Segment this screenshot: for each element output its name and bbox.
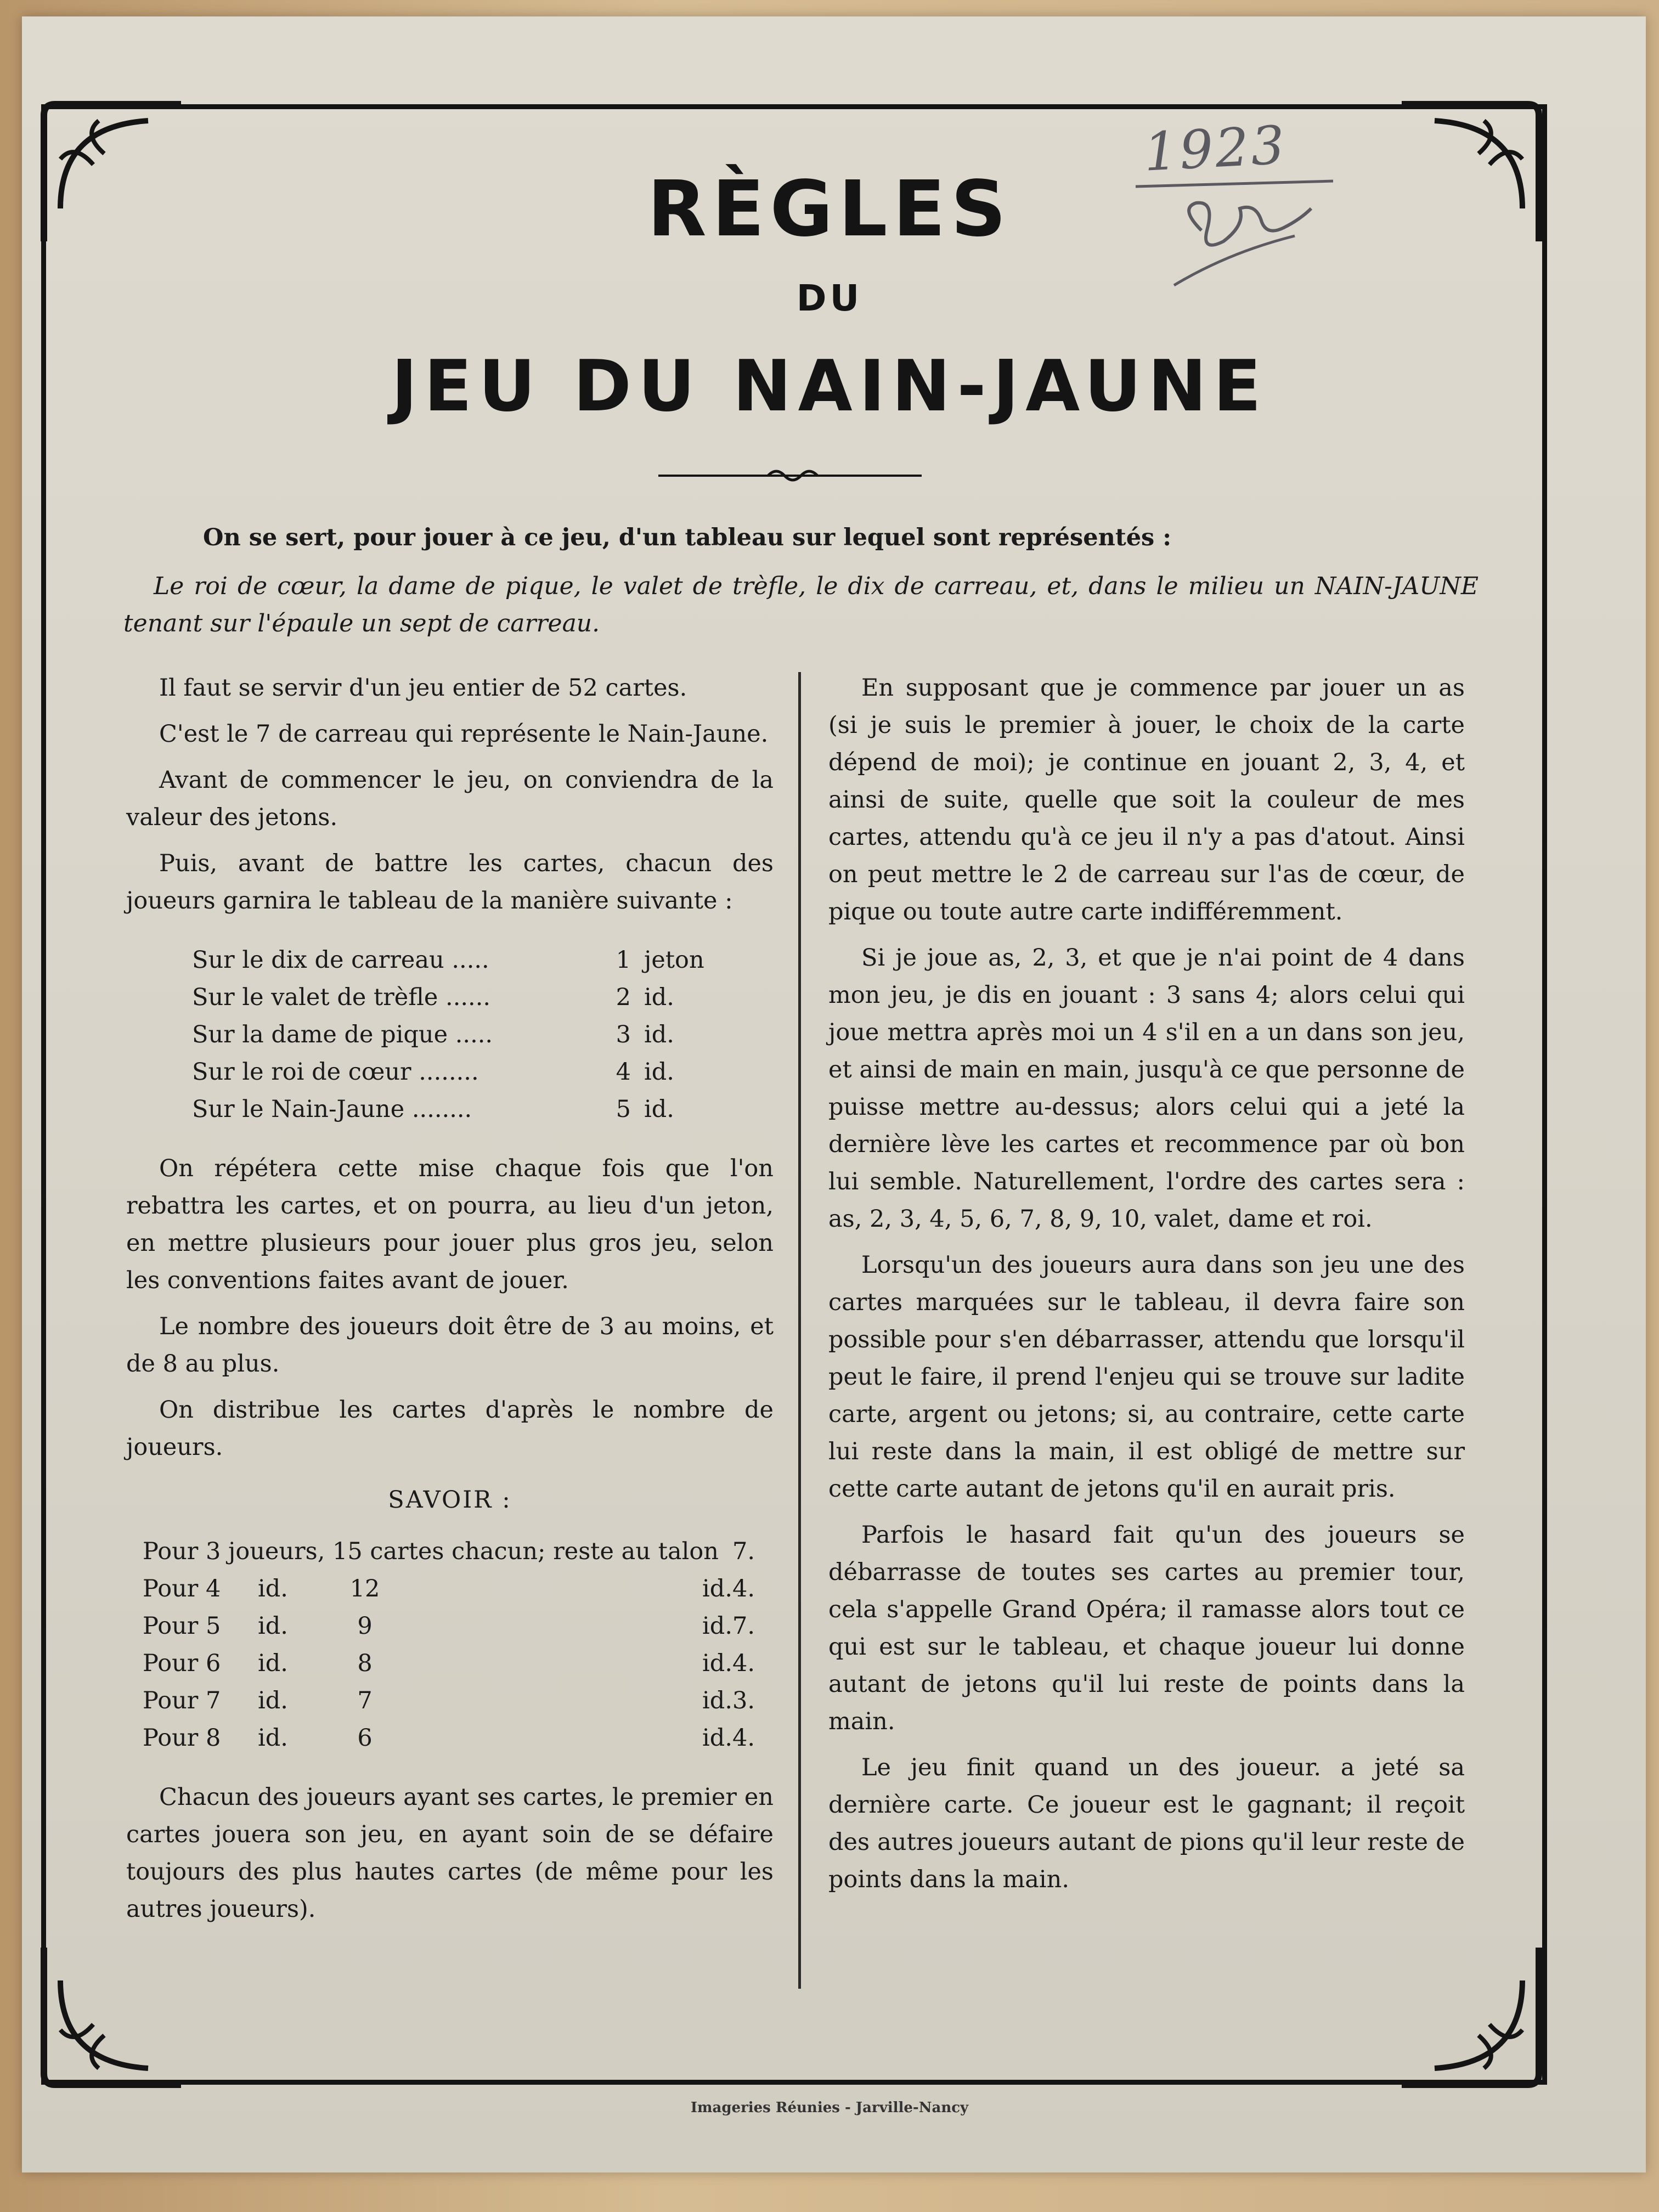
stake-label: Sur la dame de pique .....: [192, 1021, 493, 1048]
paragraph: Le jeu finit quand un des joueur. a jeté sa dernière carte. Ce joueur est le gagnant; il reçoit des autres joueurs autant de pions qu'il leur reste de points dans la main.: [828, 1754, 1465, 1893]
distribution-id: id.: [702, 1650, 732, 1677]
distribution-id: id.: [258, 1724, 288, 1752]
stake-label: Sur le roi de cœur ........: [192, 1058, 479, 1086]
table-row: [143, 1607, 774, 1645]
right-column: [828, 669, 1465, 1907]
stake-unit: id.: [644, 1058, 674, 1086]
handwritten-year: 1923: [1142, 114, 1289, 183]
distribution-players: Pour 4: [143, 1575, 221, 1602]
distribution-rest: 3.: [732, 1687, 755, 1714]
left-column: [126, 669, 774, 1937]
distribution-id: id.: [702, 1612, 732, 1640]
table-row: [192, 941, 774, 979]
stake-count: 3: [616, 1021, 631, 1048]
printer-imprint: Imageries Réunies - Jarville-Nancy: [690, 2100, 969, 2116]
paragraph: Parfois le hasard fait qu'un des joueurs se débarrasse de toutes ses cartes au premier tour, cela s'appelle Grand Opéra; il ramasse alors tout ce qui est sur le tableau, et chaque joueur lui donne autant de jetons qu'il lui reste de points dans la main.: [828, 1521, 1465, 1735]
stake-count: 1: [616, 946, 631, 974]
distribution-rest: 7.: [732, 1612, 755, 1640]
distribution-players: Pour 5: [143, 1612, 221, 1640]
column-divider: [798, 672, 801, 1989]
paragraph: Il faut se servir d'un jeu entier de 52 cartes.: [159, 674, 687, 702]
table-row: [143, 1570, 774, 1607]
distribution-id: id.: [258, 1575, 288, 1602]
stake-unit: jeton: [644, 946, 704, 974]
distribution-table: [143, 1533, 774, 1757]
stake-label: Sur le dix de carreau .....: [192, 946, 489, 974]
corner-ornament-bottom-left: [22, 1942, 187, 2107]
stake-table: [192, 941, 774, 1128]
paragraph: Le nombre des joueurs doit être de 3 au moins, et de 8 au plus.: [126, 1313, 774, 1378]
table-row: [192, 1016, 774, 1053]
title-du: DU: [796, 277, 863, 319]
paragraph: Chacun des joueurs ayant ses cartes, le premier en cartes jouera son jeu, en ayant soin de se défaire toujours des plus hautes cartes (de même pour les autres joueurs).: [126, 1784, 774, 1923]
stake-unit: id.: [644, 1096, 674, 1123]
table-row: [192, 1091, 774, 1128]
table-row: [143, 1682, 774, 1719]
paragraph: Puis, avant de battre les cartes, chacun des joueurs garnira le tableau de la manière suivante :: [126, 850, 774, 915]
distribution-id: id.: [258, 1612, 288, 1640]
intro-italic-paragraph: Le roi de cœur, la dame de pique, le valet de trèfle, le dix de carreau, et, dans le milieu un NAIN-JAUNE tenant sur l'épaule un sept de carreau.: [123, 572, 1479, 637]
distribution-text: Pour 3 joueurs, 15 cartes chacun; reste au talon: [143, 1538, 719, 1565]
distribution-cards: 8: [357, 1650, 373, 1677]
stake-count: 4: [616, 1058, 631, 1086]
paragraph: En supposant que je commence par jouer un as (si je suis le premier à jouer, le choix de la carte dépend de moi); je continue en jouant 2, 3, 4, et ainsi de suite, quelle que soit la couleur de mes cartes, attendu qu'à ce jeu il n'y a pas d'atout. Ainsi on peut mettre le 2 de carreau sur l'as de cœur, de pique ou toute autre carte indifféremment.: [828, 674, 1465, 926]
title-ornament-rule: [658, 464, 922, 486]
distribution-players: Pour 8: [143, 1724, 221, 1752]
distribution-cards: 9: [357, 1612, 373, 1640]
title-regles: RÈGLES: [647, 165, 1012, 254]
distribution-id: id.: [258, 1687, 288, 1714]
distribution-id: id.: [702, 1575, 732, 1602]
stake-unit: id.: [644, 984, 674, 1011]
distribution-rest: 4.: [732, 1650, 755, 1677]
paragraph: Lorsqu'un des joueurs aura dans son jeu une des cartes marquées sur le tableau, il devra faire son possible pour s'en débarrasser, attendu que lorsqu'il peut le faire, il prend l'enjeu qui se trouve sur ladite carte, argent ou jetons; si, au contraire, cette carte lui reste dans la main, il est obligé de mettre sur cette carte autant de jetons qu'il en aurait pris.: [828, 1251, 1465, 1503]
table-row: [192, 1053, 774, 1091]
distribution-id: id.: [702, 1724, 732, 1752]
title-game-name: JEU DU NAIN-JAUNE: [391, 346, 1268, 427]
table-row: [143, 1719, 774, 1757]
distribution-rest: 4.: [732, 1575, 755, 1602]
savoir-heading: SAVOIR :: [388, 1486, 512, 1514]
distribution-cards: 7: [357, 1687, 373, 1714]
distribution-cards: 6: [357, 1724, 373, 1752]
table-row: [192, 979, 774, 1016]
paragraph: C'est le 7 de carreau qui représente le Nain-Jaune.: [159, 720, 769, 748]
stake-count: 5: [616, 1096, 631, 1123]
distribution-rest: 4.: [732, 1724, 755, 1752]
stake-count: 2: [616, 984, 631, 1011]
paragraph: Si je joue as, 2, 3, et que je n'ai point de 4 dans mon jeu, je dis en jouant : 3 sans 4; alors celui qui joue mettra après moi un 4 s'il en a un dans son jeu, et ainsi de main en main, jusqu'à ce que personne de puisse mettre au-dessus; alors celui qui a jeté la dernière lève les cartes et recommence par où bon lui semble. Naturellement, l'ordre des cartes sera : as, 2, 3, 4, 5, 6, 7, 8, 9, 10, valet, dame et roi.: [828, 944, 1465, 1233]
corner-ornament-bottom-right: [1396, 1942, 1561, 2107]
distribution-players: Pour 7: [143, 1687, 221, 1714]
distribution-id: id.: [702, 1687, 732, 1714]
paragraph: On répétera cette mise chaque fois que l'on rebattra les cartes, et on pourra, au lieu d'un jeton, en mettre plusieurs pour jouer plus gros jeu, selon les conventions faites avant de jouer.: [126, 1155, 774, 1294]
intro-bold-line: On se sert, pour jouer à ce jeu, d'un tableau sur lequel sont représentés :: [203, 524, 1172, 551]
distribution-cards: 12: [349, 1575, 380, 1602]
stake-label: Sur le valet de trèfle ......: [192, 984, 491, 1011]
paragraph: Avant de commencer le jeu, on conviendra de la valeur des jetons.: [126, 766, 774, 831]
stake-unit: id.: [644, 1021, 674, 1048]
distribution-id: id.: [258, 1650, 288, 1677]
distribution-players: Pour 6: [143, 1650, 221, 1677]
table-row: [143, 1645, 774, 1682]
paragraph: On distribue les cartes d'après le nombre de joueurs.: [126, 1396, 774, 1461]
distribution-rest: 7.: [732, 1538, 755, 1565]
table-row: [143, 1533, 774, 1570]
stake-label: Sur le Nain-Jaune ........: [192, 1096, 472, 1123]
